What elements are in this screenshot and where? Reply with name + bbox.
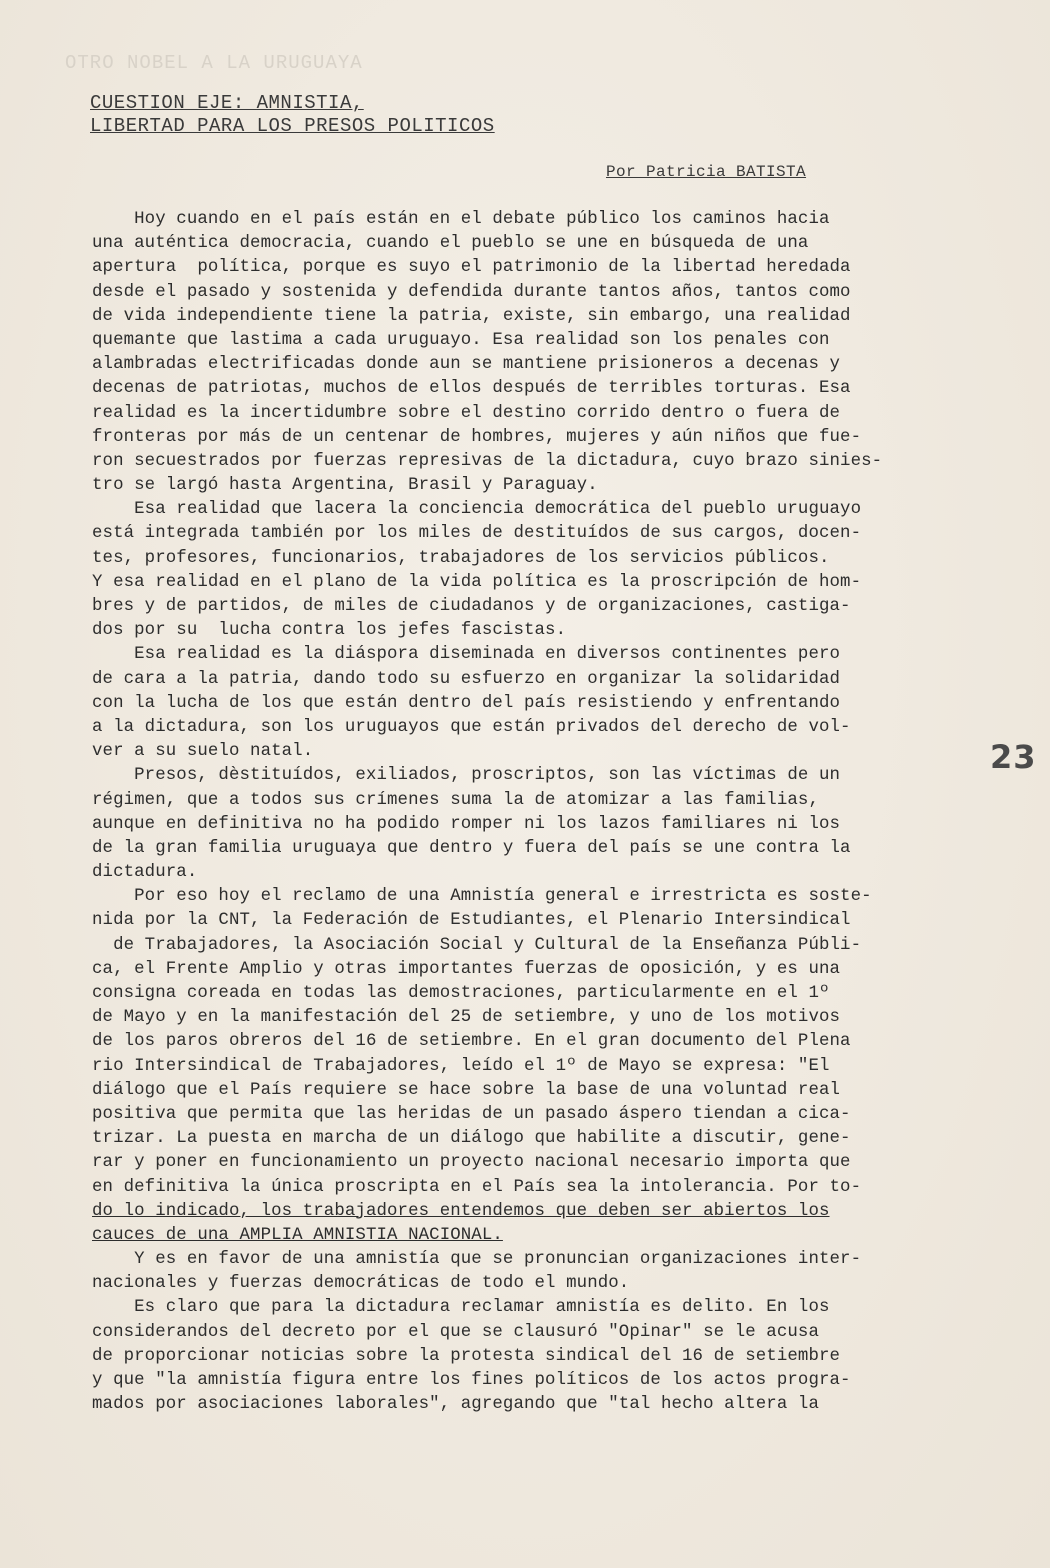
text-line: quemante que lastima a cada uruguayo. Esa realidad son los penales con — [92, 330, 830, 350]
text-line: ca, el Frente Amplio y otras importantes fuerzas de oposición, y es una — [92, 959, 841, 979]
text-line: realidad es la incertidumbre sobre el destino corrido dentro o fuera de — [92, 403, 841, 423]
text-line: de Mayo y en la manifestación del 25 de setiembre, y uno de los motivos — [92, 1008, 841, 1028]
text-line: desde el pasado y sostenida y defendida durante tantos años, tantos como — [92, 282, 851, 302]
text-line: rio Intersindical de Trabajadores, leído el 1º de Mayo se expresa: "El — [92, 1056, 830, 1076]
text-line: de Trabajadores, la Asociación Social y Cultural de la Enseñanza Públi- — [92, 935, 862, 955]
text-line: de vida independiente tiene la patria, existe, sin embargo, una realidad — [92, 306, 851, 326]
text-line: Hoy cuando en el país están en el debate público los caminos hacia — [92, 210, 830, 229]
text-line: positiva que permita que las heridas de un pasado áspero tiendan a cica- — [92, 1104, 851, 1124]
text-line: considerandos del decreto por el que se clausuró "Opinar" se le acusa — [92, 1322, 819, 1342]
title-line-1: CUESTION EJE: AMNISTIA, — [90, 92, 364, 114]
text-line: régimen, que a todos sus crímenes suma la de atomizar a las familias, — [92, 790, 819, 810]
text-line: Y esa realidad en el plano de la vida política es la proscripción de hom- — [92, 572, 862, 592]
title-line-2: LIBERTAD PARA LOS PRESOS POLITICOS — [90, 115, 495, 137]
text-line: Es claro que para la dictadura reclamar amnistía es delito. En los — [92, 1298, 830, 1318]
text-line: cauces de una AMPLIA AMNISTIA NACIONAL. — [92, 1225, 503, 1245]
text-line: ron secuestrados por fuerzas represivas de la dictadura, cuyo brazo sinies- — [92, 451, 883, 471]
text-line: y que "la amnistía figura entre los fines políticos de los actos progra- — [92, 1371, 851, 1390]
text-line: apertura política, porque es suyo el patrimonio de la libertad heredada — [92, 258, 851, 278]
text-line: está integrada también por los miles de destituídos de sus cargos, docen- — [92, 524, 862, 544]
text-line: de cara a la patria, dando todo su esfuerzo en organizar la solidaridad — [92, 669, 841, 689]
text-line: de la gran familia uruguaya que dentro y fuera del país se une contra la — [92, 838, 851, 858]
text-line: diálogo que el País requiere se hace sobre la base de una voluntad real — [92, 1080, 841, 1100]
page-number: 23 — [990, 738, 1037, 776]
text-line: dictadura. — [92, 863, 198, 883]
text-line: do lo indicado, los trabajadores entendemos que deben ser abiertos los — [92, 1201, 830, 1221]
text-line: nida por la CNT, la Federación de Estudiantes, el Plenario Intersindical — [92, 911, 851, 931]
text-line: fronteras por más de un centenar de hombres, mujeres y aún niños que fue- — [92, 427, 862, 447]
text-line: Por eso hoy el reclamo de una Amnistía general e irrestricta es soste- — [92, 887, 872, 907]
text-line: Esa realidad que lacera la conciencia democrática del pueblo uruguayo — [92, 500, 862, 520]
text-line: aunque en definitiva no ha podido romper ni los lazos familiares ni los — [92, 814, 841, 834]
text-line: decenas de patriotas, muchos de ellos después de terribles torturas. Esa — [92, 379, 851, 399]
text-line: rar y poner en funcionamiento un proyecto nacional necesario importa que — [92, 1153, 851, 1173]
text-line: Y es en favor de una amnistía que se pronuncian organizaciones inter- — [92, 1250, 862, 1270]
text-line: de los paros obreros del 16 de setiembre. En el gran documento del Plena — [92, 1032, 851, 1052]
text-line: con la lucha de los que están dentro del país resistiendo y enfrentando — [92, 693, 841, 713]
text-line: Presos, dèstituídos, exiliados, proscriptos, son las víctimas de un — [92, 766, 841, 786]
text-line: dos por su lucha contra los jefes fascistas. — [92, 621, 567, 641]
text-line: tes, profesores, funcionarios, trabajadores de los servicios públicos. — [92, 548, 830, 568]
text-line: nacionales y fuerzas democráticas de todo el mundo. — [92, 1274, 630, 1294]
text-line: en definitiva la única proscripta en el País sea la intolerancia. Por to- — [92, 1177, 862, 1197]
text-line: bres y de partidos, de miles de ciudadanos y de organizaciones, castiga- — [92, 597, 851, 616]
text-line: alambradas electrificadas donde aun se mantiene prisioneros a decenas y — [92, 355, 841, 375]
text-line: ver a su suelo natal. — [92, 742, 314, 762]
text-line: mados por asociaciones laborales", agregando que "tal hecho altera la — [92, 1395, 819, 1415]
text-line: trizar. La puesta en marcha de un diálogo que habilite a discutir, gene- — [92, 1129, 851, 1149]
text-line: tro se largó hasta Argentina, Brasil y Paraguay. — [92, 476, 598, 496]
text-line: de proporcionar noticias sobre la protesta sindical del 16 de setiembre — [92, 1346, 841, 1366]
byline: Por Patricia BATISTA — [606, 163, 807, 181]
bleed-through-text: OTRO NOBEL A LA URUGUAYA — [65, 52, 363, 74]
text-line: a la dictadura, son los uruguayos que están privados del derecho de vol- — [92, 717, 851, 737]
article-body — [92, 208, 992, 1417]
text-line: una auténtica democracia, cuando el pueblo se une en búsqueda de una — [92, 234, 809, 254]
text-line: consigna coreada en todas las demostraciones, particularmente en el 1º — [92, 984, 830, 1003]
text-line: Esa realidad es la diáspora diseminada en diversos continentes pero — [92, 645, 841, 665]
article-title — [90, 92, 495, 138]
